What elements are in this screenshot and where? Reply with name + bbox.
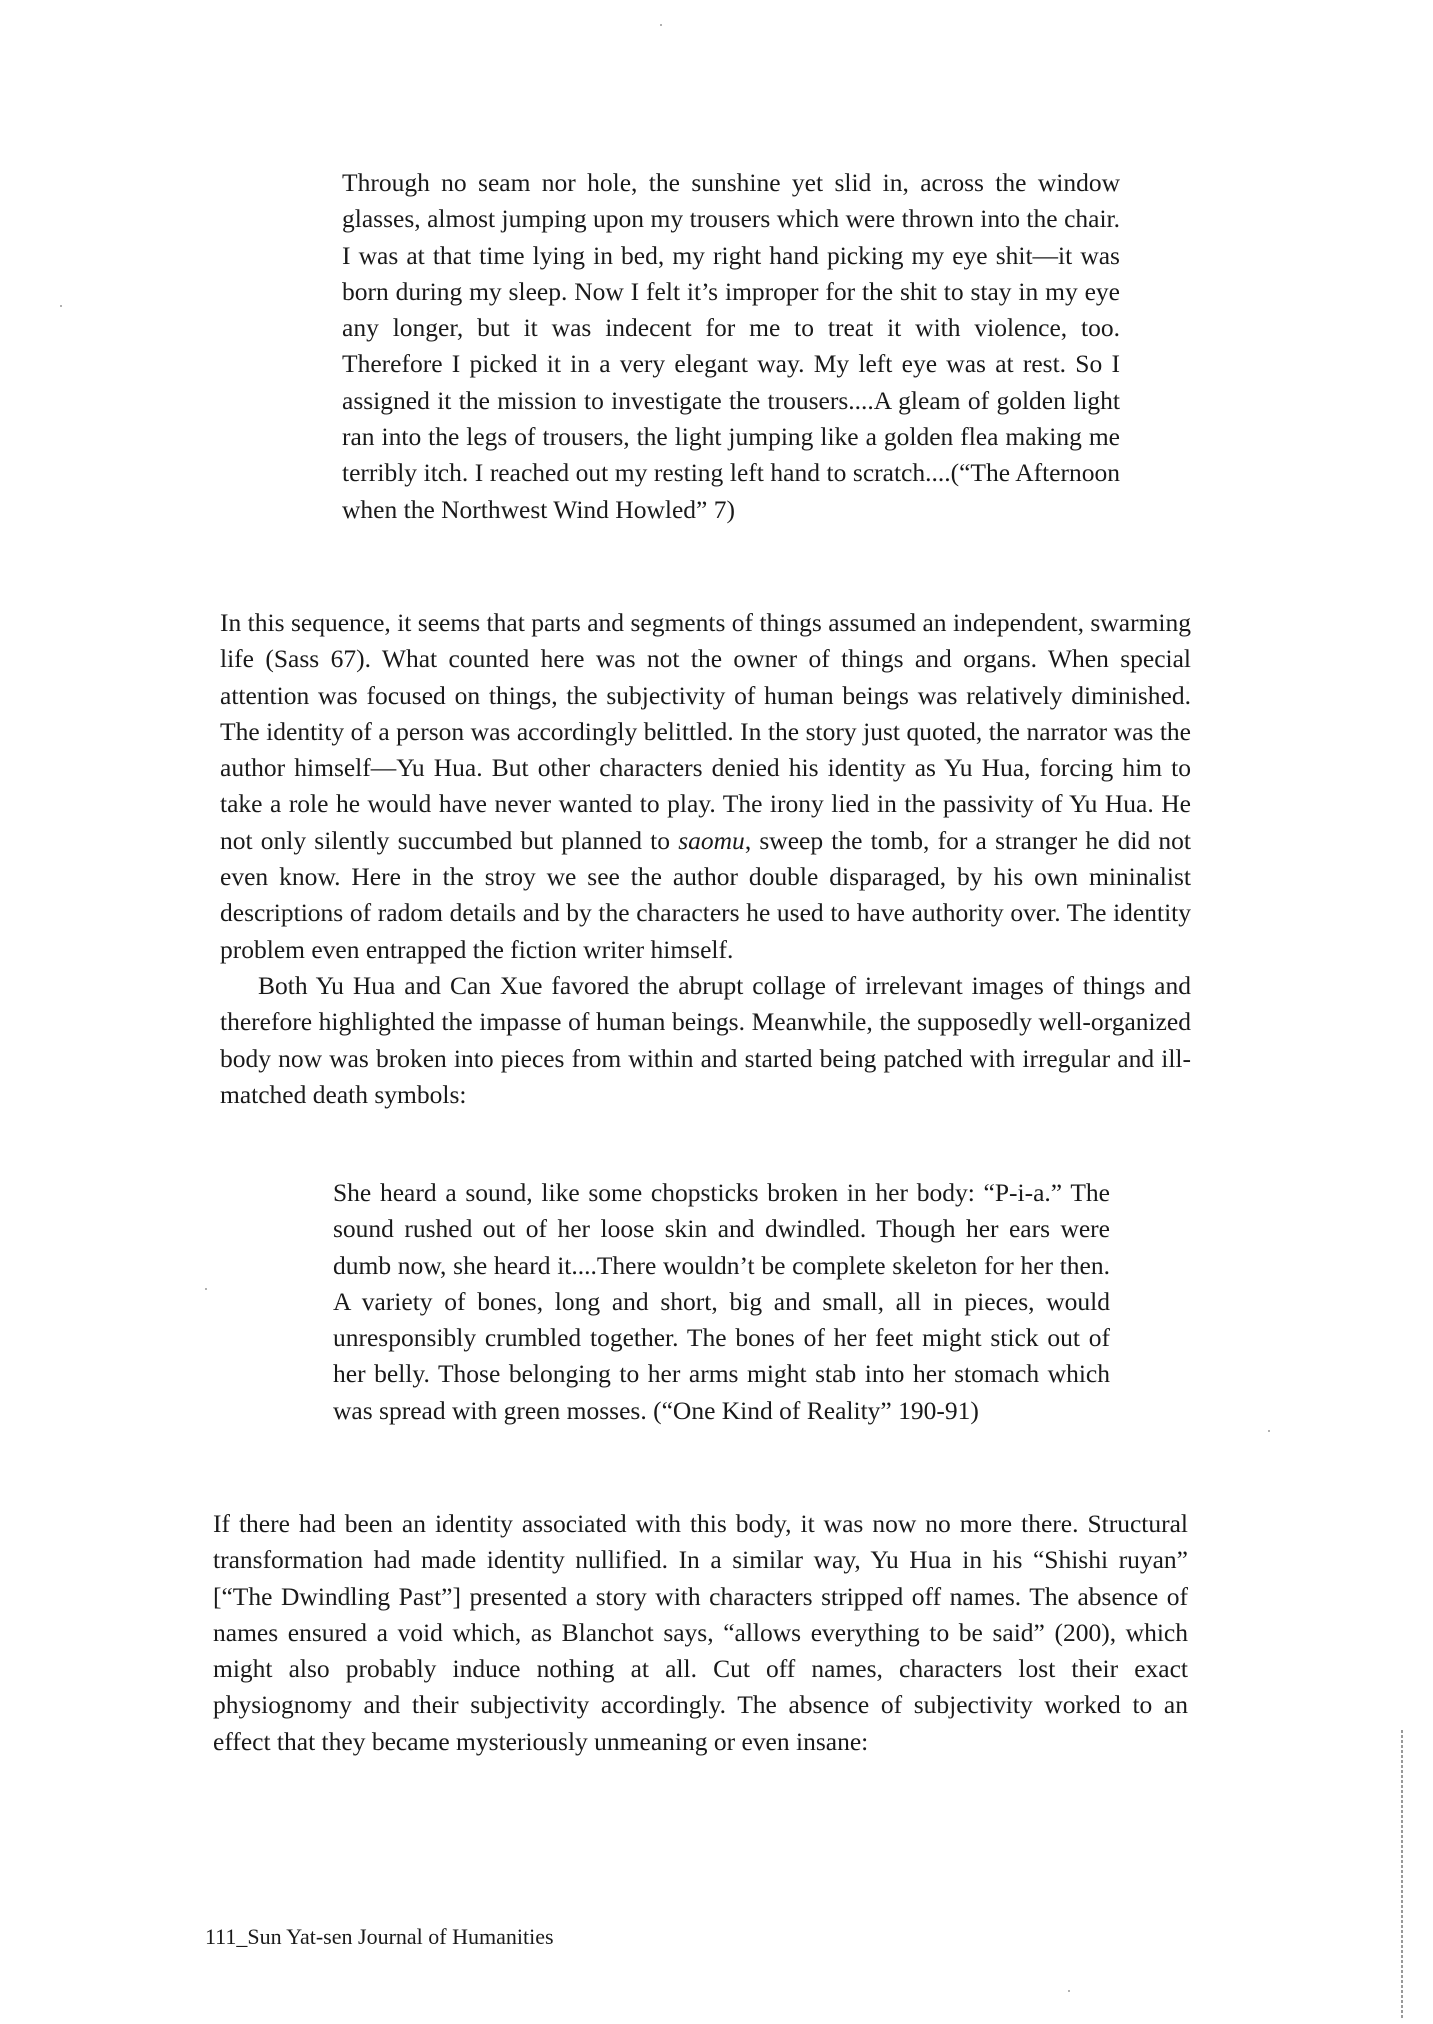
page-footer: 111_Sun Yat-sen Journal of Humanities [205,1924,554,1949]
block-quote-northwest-wind: Through no seam nor hole, the sunshine yet slid in, across the window glasses, almost jumping upon my trousers which were thrown into the chair. I was at that time lying in bed, my right hand picking my eye shit—it was born during my sleep. Now I felt it’s improper for the shit to stay in my eye any longer, but it was indecent for me to treat it with violence, too. Therefore I picked it in a very elegant way. My left eye was at rest. So I assigned it the mission to investigate the trousers....A gleam of golden light ran into the legs of trousers, the light jumping like a golden flea making me terribly itch. I reached out my resting left hand to scratch....(“The Afternoon when the Northwest Wind Howled” 7) [342,168,1120,524]
body-text-section [220,605,1191,1113]
scan-speck [1268,1430,1270,1432]
paragraph-text-continued: , sweep the tomb, for a stranger he did not even know. Here in the stroy we see the author double disparaged, by his own mininalist descriptions of radom details and by the characters he used to have authority over. The identity problem even entrapped the fiction writer himself. [220,825,1192,964]
scan-speck [660,24,662,26]
scan-edge-mark [1401,1730,1403,2020]
paragraph-identity-nullified: If there had been an identity associated with this body, it was now no more there. Structural transformation had made identity nullified. In a similar way, Yu Hua in his “Shishi ruyan” [“The Dwindling Past”] presented a story with characters stripped off names. The absence of names ensured a void which, as Blanchot says, “allows everything to be said” (200), which might also probably induce nothing at all. Cut off names, characters lost their exact physiognomy and their subjectivity accordingly. The absence of subjectivity worked to an effect that they became mysteriously unmeaning or even insane: [213,1509,1188,1756]
paragraph-collage: Both Yu Hua and Can Xue favored the abrupt collage of irrelevant images of things and therefore highlighted the impasse of human beings. Meanwhile, the supposedly well-organized body now was broken into pieces from within and started being patched with irregular and ill-matched death symbols: [220,970,1191,1109]
italic-term-saomu: saomu [678,825,745,855]
scan-speck [60,305,62,307]
paragraph-text: In this sequence, it seems that parts and segments of things assumed an independent, swarming life (Sass 67). What counted here was not the owner of things and organs. When special attention was focused on things, the subjectivity of human beings was relatively diminished. The identity of a person was accordingly belittled. In the story just quoted, the narrator was the author himself—Yu Hua. But other characters denied his identity as Yu Hua, forcing him to take a role he would have never wanted to play. The irony lied in the passivity of Yu Hua. He not only silently succumbed but planned to [220,608,1191,855]
block-quote-one-kind-of-reality: She heard a sound, like some chopsticks broken in her body: “P-i-a.” The sound rushed out of her loose skin and dwindled. Though her ears were dumb now, she heard it....There wouldn’t be complete skeleton for her then. A variety of bones, long and short, big and small, all in pieces, would unresponsibly crumbled together. The bones of her feet might stick out of her belly. Those belonging to her arms might stab into her stomach which was spread with green mosses. (“One Kind of Reality” 190-91) [333,1178,1110,1425]
scan-speck [205,1288,207,1290]
scan-speck [1068,1990,1070,1992]
paragraph-identity-sequence [220,605,1191,968]
